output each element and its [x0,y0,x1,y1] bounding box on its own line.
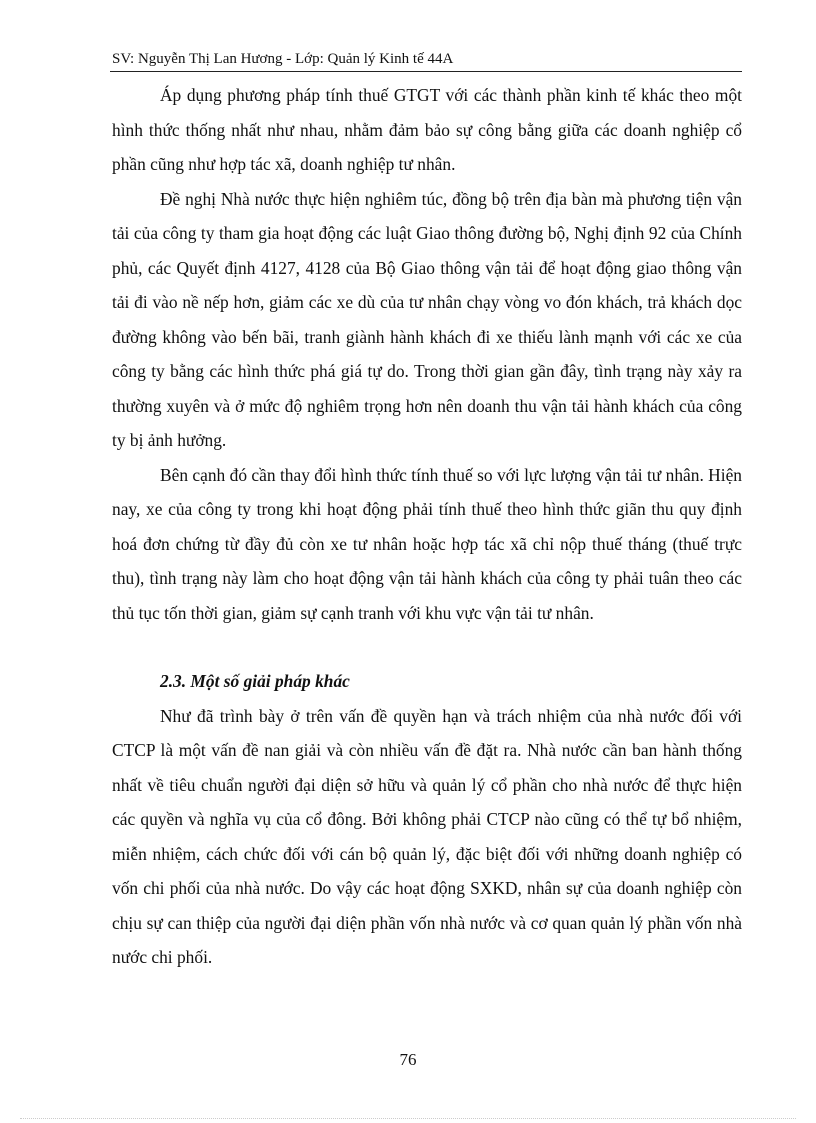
document-body [112,78,742,975]
page-number: 76 [399,1050,417,1069]
header-rule [110,71,742,72]
paragraph-other-solutions: Như đã trình bày ở trên vấn đề quyền hạn và trách nhiệm của nhà nước đối với CTCP là một vấn đề nan giải và còn nhiều vấn đề đặt ra. Nhà nước cần ban hành thống nhất về tiêu chuẩn người đại diện sở hữu và quản lý cổ phần cho nhà nước để thực hiện các quyền và nghĩa vụ của cổ đông. Bởi không phải CTCP nào cũng có thể tự bổ nhiệm, miễn nhiệm, cách chức đối với cán bộ quản lý, đặc biệt đối với những doanh nghiệp có vốn chi phối của nhà nước. Do vậy các hoạt động SXKD, nhân sự của doanh nghiệp còn chịu sự can thiệp của người đại diện phần vốn nhà nước và cơ quan quản lý phần vốn nhà nước chi phối. [112,705,742,967]
page-bottom-border [20,1118,796,1119]
section-heading: 2.3. Một số giải pháp khác [160,671,350,691]
paragraph-vat-method: Áp dụng phương pháp tính thuế GTGT với các thành phần kinh tế khác theo một hình thức thống nhất như nhau, nhằm đảm bảo sự công bằng giữa các doanh nghiệp cổ phần cũng như hợp tác xã, doanh nghiệp tư nhân. [112,85,742,174]
page-header: SV: Nguyễn Thị Lan Hương - Lớp: Quản lý Kinh tế 44A [112,51,454,67]
paragraph-tax-form: Bên cạnh đó cần thay đổi hình thức tính thuế so với lực lượng vận tải tư nhân. Hiện nay, xe của công ty trong khi hoạt động phải tính thuế theo hình thức giãn thu quy định hoá đơn chứng từ đầy đủ còn xe tư nhân hoặc hợp tác xã chỉ nộp thuế tháng (thuế trực thu), tình trạng này làm cho hoạt động vận tải hành khách của công ty phải tuân theo các thủ tục tốn thời gian, giảm sự cạnh tranh với khu vực vận tải tư nhân. [112,464,742,623]
paragraph-traffic-law: Đề nghị Nhà nước thực hiện nghiêm túc, đồng bộ trên địa bàn mà phương tiện vận tải của công ty tham gia hoạt động các luật Giao thông đường bộ, Nghị định 92 của Chính phủ, các Quyết định 4127, 4128 của Bộ Giao thông vận tải để hoạt động giao thông vận tải đi vào nề nếp hơn, giảm các xe dù của tư nhân chạy vòng vo đón khách, trả khách dọc đường không vào bến bãi, tranh giành hành khách đi xe thiếu lành mạnh với các xe của công ty bằng các hình thức phá giá tự do. Trong thời gian gần đây, tình trạng này xảy ra thường xuyên và ở mức độ nghiêm trọng hơn nên doanh thu vận tải hành khách của công ty bị ảnh hưởng. [112,188,742,450]
